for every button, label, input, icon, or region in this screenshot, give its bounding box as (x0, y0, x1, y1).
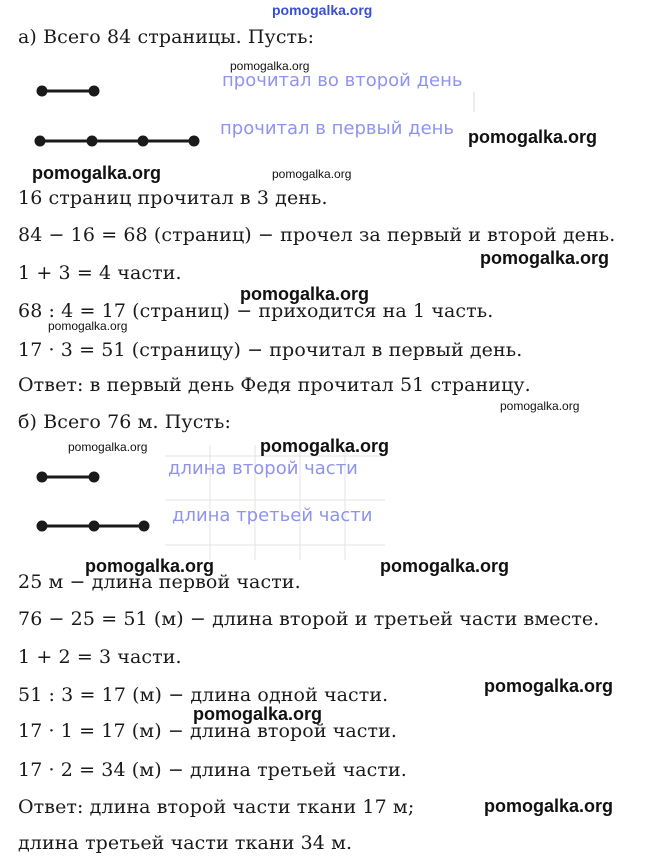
watermark: pomogalka.org (68, 440, 148, 454)
part-a-line-3: 1 + 3 = 4 части. (18, 262, 182, 284)
part-b-answer-1: Ответ: длина второй части ткани 17 м; (18, 796, 415, 818)
watermark: pomogalka.org (32, 163, 162, 183)
segment-label-first-day: прочитал в первый день (220, 118, 455, 139)
watermark: pomogalka.org (468, 127, 598, 147)
watermark: pomogalka.org (480, 248, 610, 268)
watermark: pomogalka.org (500, 399, 580, 413)
part-b-line-6: 17 · 2 = 34 (м) − длина третьей части. (18, 759, 407, 781)
part-b-line-3: 1 + 2 = 3 части. (18, 646, 182, 668)
watermark: pomogalka.org (193, 704, 323, 724)
part-b-line-2: 76 − 25 = 51 (м) − длина второй и третьей части вместе. (18, 608, 600, 630)
part-a-header: а) Всего 84 страницы. Пусть: (18, 26, 315, 48)
part-b-line-5: 17 · 1 = 17 (м) − длина второй части. (18, 720, 398, 742)
segment-label-second-part: длина второй части (168, 458, 358, 479)
part-b-line-1: 25 м − длина первой части. (18, 571, 301, 593)
part-a-line-2: 84 − 16 = 68 (страниц) − прочел за первый и второй день. (18, 224, 616, 246)
watermark: pomogalka.org (85, 556, 215, 576)
watermark: pomogalka.org (484, 796, 614, 816)
segment-label-second-day: прочитал во второй день (222, 70, 463, 91)
watermark: pomogalka.org (230, 59, 310, 73)
part-b-line-4: 51 : 3 = 17 (м) − длина одной части. (18, 684, 389, 706)
watermark: pomogalka.org (272, 2, 373, 18)
part-b-answer-2: длина третьей части ткани 34 м. (18, 832, 353, 854)
watermark: pomogalka.org (48, 319, 128, 333)
segment-label-third-part: длина третьей части (172, 505, 373, 526)
watermark: pomogalka.org (240, 284, 370, 304)
watermark: pomogalka.org (380, 556, 510, 576)
watermark: pomogalka.org (484, 676, 614, 696)
watermark: pomogalka.org (260, 436, 390, 456)
part-b-header: б) Всего 76 м. Пусть: (18, 411, 231, 433)
part-a-line-1: 16 страниц прочитал в 3 день. (18, 187, 328, 209)
part-a-line-4: 68 : 4 = 17 (страниц) − приходится на 1 часть. (18, 300, 494, 322)
part-a-line-5: 17 · 3 = 51 (страницу) − прочитал в первый день. (18, 339, 523, 361)
watermark: pomogalka.org (272, 167, 352, 181)
part-a-answer: Ответ: в первый день Федя прочитал 51 страницу. (18, 374, 531, 396)
